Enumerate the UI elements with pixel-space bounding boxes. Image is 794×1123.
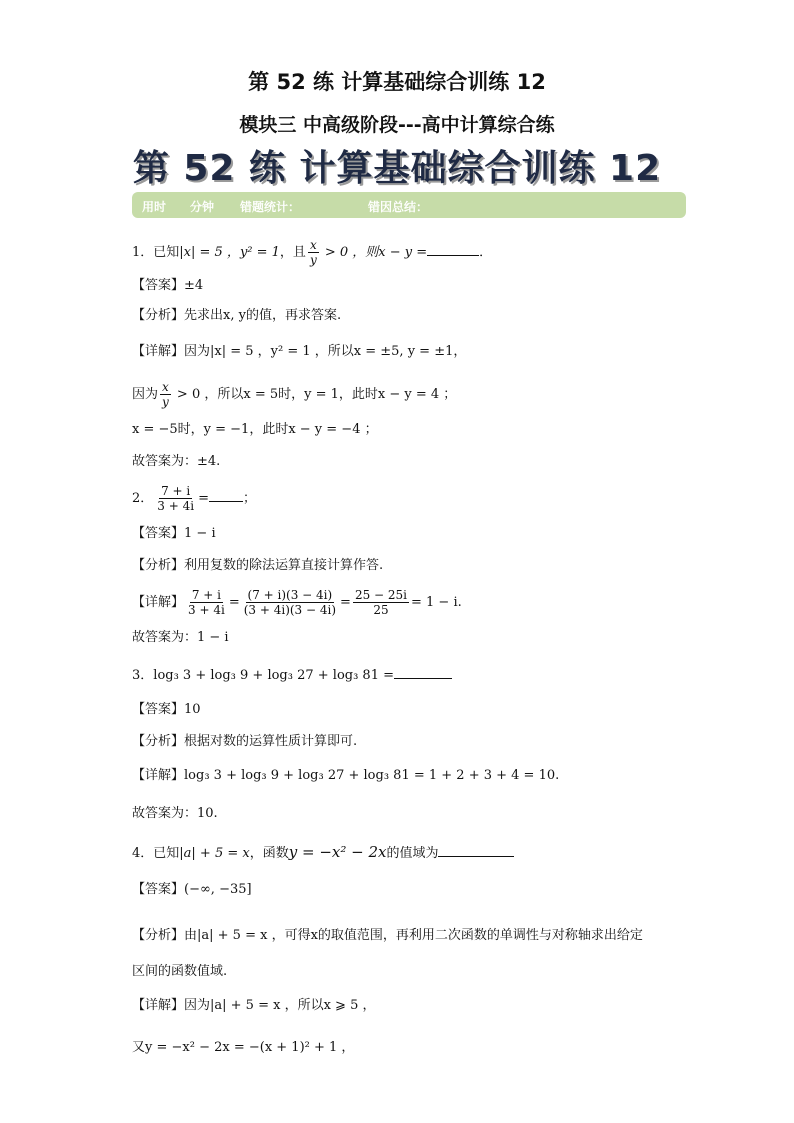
q2-analysis: 【分析】利用复数的除法运算直接计算作答. (132, 558, 384, 573)
q1-abs: |x| (179, 245, 196, 260)
answer-blank (209, 487, 243, 502)
q1-expr: x − y = (378, 245, 428, 260)
q2-detail: 【详解】 $\frac{7 + i}{3 + 4i}$ = $\frac{(7 + i)(3 - 4i)}{(3 + 4i)(3 - 4i)}$ = $\frac{25 - 25i}{25}$ = 1 − i. (132, 588, 462, 617)
q4-answer: 【答案】(−∞, −35] (132, 882, 252, 897)
q2-final: 故答案为：1 − i (132, 630, 229, 645)
q4-detail-2: 又y = −x² − 2x = −(x + 1)² + 1 ， (132, 1040, 355, 1055)
question-1 (132, 238, 492, 267)
q2-fraction: $\frac{7 + i}{3 + 4i}$ (157, 484, 195, 513)
minutes-label: 分钟 (190, 200, 215, 214)
answer-blank (394, 664, 452, 679)
error-count-label: 错题统计： (240, 200, 301, 214)
q2-frac-1: $\frac{7 + i}{3 + 4i}$ (188, 588, 225, 617)
q4-analysis-1: 【分析】由|a| + 5 = x ，可得x的取值范围，再利用二次函数的单调性与对称轴求出给定 (132, 928, 643, 943)
q1-detail-3: x = −5时，y = −1，此时x − y = −4 ； (132, 422, 378, 437)
page-title: 第 52 练 计算基础综合训练 12 (248, 70, 546, 94)
q1-detail-1: 【详解】因为|x| = 5 ，y² = 1 ，所以x = ±5, y = ±1， (132, 344, 467, 359)
q4-analysis-2: 区间的函数值域. (132, 964, 228, 979)
q1-end: ． (479, 245, 493, 260)
q1-eq1: = 5 ， (195, 245, 240, 260)
q2-answer: 【答案】1 − i (132, 526, 216, 541)
q3-answer: 【答案】10 (132, 702, 201, 717)
answer-blank (438, 842, 514, 857)
q1-analysis: 【分析】先求出x, y的值，再求答案. (132, 308, 342, 323)
q1-prefix: 1．已知 (132, 245, 180, 260)
q3-final: 故答案为：10. (132, 806, 218, 821)
q1-gt: > 0 ，则 (320, 245, 379, 260)
question-3: 3．log₃ 3 + log₃ 9 + log₃ 27 + log₃ 81 = (132, 664, 452, 686)
answer-blank (427, 241, 479, 256)
module-subtitle: 模块三 中高级阶段---高中计算综合练 (239, 114, 555, 136)
q3-analysis: 【分析】根据对数的运算性质计算即可. (132, 734, 358, 749)
q1-answer: 【答案】±4 (132, 278, 204, 293)
time-label: 用时 (142, 200, 167, 214)
q3-detail: 【详解】log₃ 3 + log₃ 9 + log₃ 27 + log₃ 81 = 1 + 2 + 3 + 4 = 10. (132, 768, 560, 783)
banner-title: 第 52 练 计算基础综合训练 12 (132, 148, 662, 189)
q1-detail-fraction: $\frac{x}{y}$ (162, 380, 169, 409)
stat-bar (132, 192, 686, 218)
error-summary-label: 错因总结： (368, 200, 429, 214)
q1-mid: ，且 (279, 245, 306, 260)
q2-frac-3: $\frac{25 - 25i}{25}$ (354, 588, 407, 617)
q2-frac-2: $\frac{(7 + i)(3 - 4i)}{(3 + 4i)(3 - 4i)}$ (243, 588, 337, 617)
question-2: 2． $\frac{7 + i}{3 + 4i}$ = ； (132, 484, 256, 513)
q1-final: 故答案为：±4. (132, 454, 221, 469)
q1-y2: y² = 1 (239, 245, 280, 260)
q4-detail-1: 【详解】因为|a| + 5 = x ，所以x ⩾ 5 ， (132, 998, 376, 1013)
q1-fraction: $\frac{x}{y}$ (309, 238, 317, 267)
q1-detail-2: 因为 $\frac{x}{y}$ > 0 ，所以x = 5时，y = 1，此时x − y = 4 ； (132, 380, 457, 409)
question-4: 4．已知|a| + 5 = x，函数y = −x² − 2x的值域为 (132, 842, 514, 864)
